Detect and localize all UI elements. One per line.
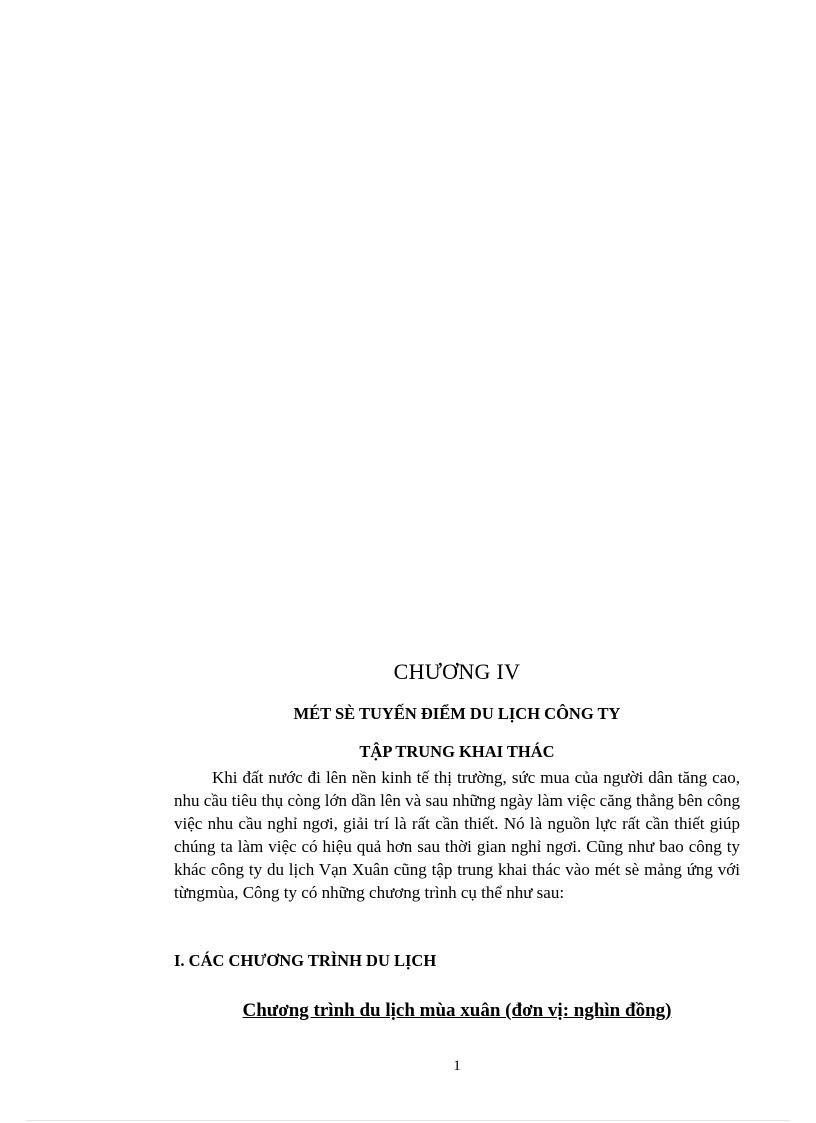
page-number: 1: [453, 1058, 461, 1074]
chapter-subtitle-line-2: TẬP TRUNG KHAI THÁC: [359, 742, 555, 761]
section-heading: I. CÁC CHƯƠNG TRÌNH DU LỊCH: [174, 951, 437, 970]
intro-paragraph: Khi đất nước đi lên nền kinh tế thị trường, sức mua của người dân tăng cao, nhu cầu tiêu thụ còng lớn dần lên và sau những ngày làm việc căng thẳng bên công việc nhu cầu nghỉ ngơi, giải trí là rất cần thiết. Nó là nguồn lực rất cần thiết giúp chúng ta làm việc có hiệu quả hơn sau thời gian nghỉ ngơi. Cũng như bao công ty khác công ty du lịch Vạn Xuân cũng tập trung khai thác vào mét sè mảng ứng với từngmùa, Công ty có những chương trình cụ thể như sau:: [174, 768, 740, 902]
chapter-subtitle-line-1: MÉT SÈ TUYẾN ĐIỂM DU LỊCH CÔNG TY: [293, 704, 621, 723]
chapter-title: CHƯƠNG IV: [393, 659, 521, 684]
page-bottom-edge: [26, 1120, 790, 1121]
program-title: Chương trình du lịch mùa xuân (đơn vị: nghìn đồng): [242, 1000, 672, 1021]
